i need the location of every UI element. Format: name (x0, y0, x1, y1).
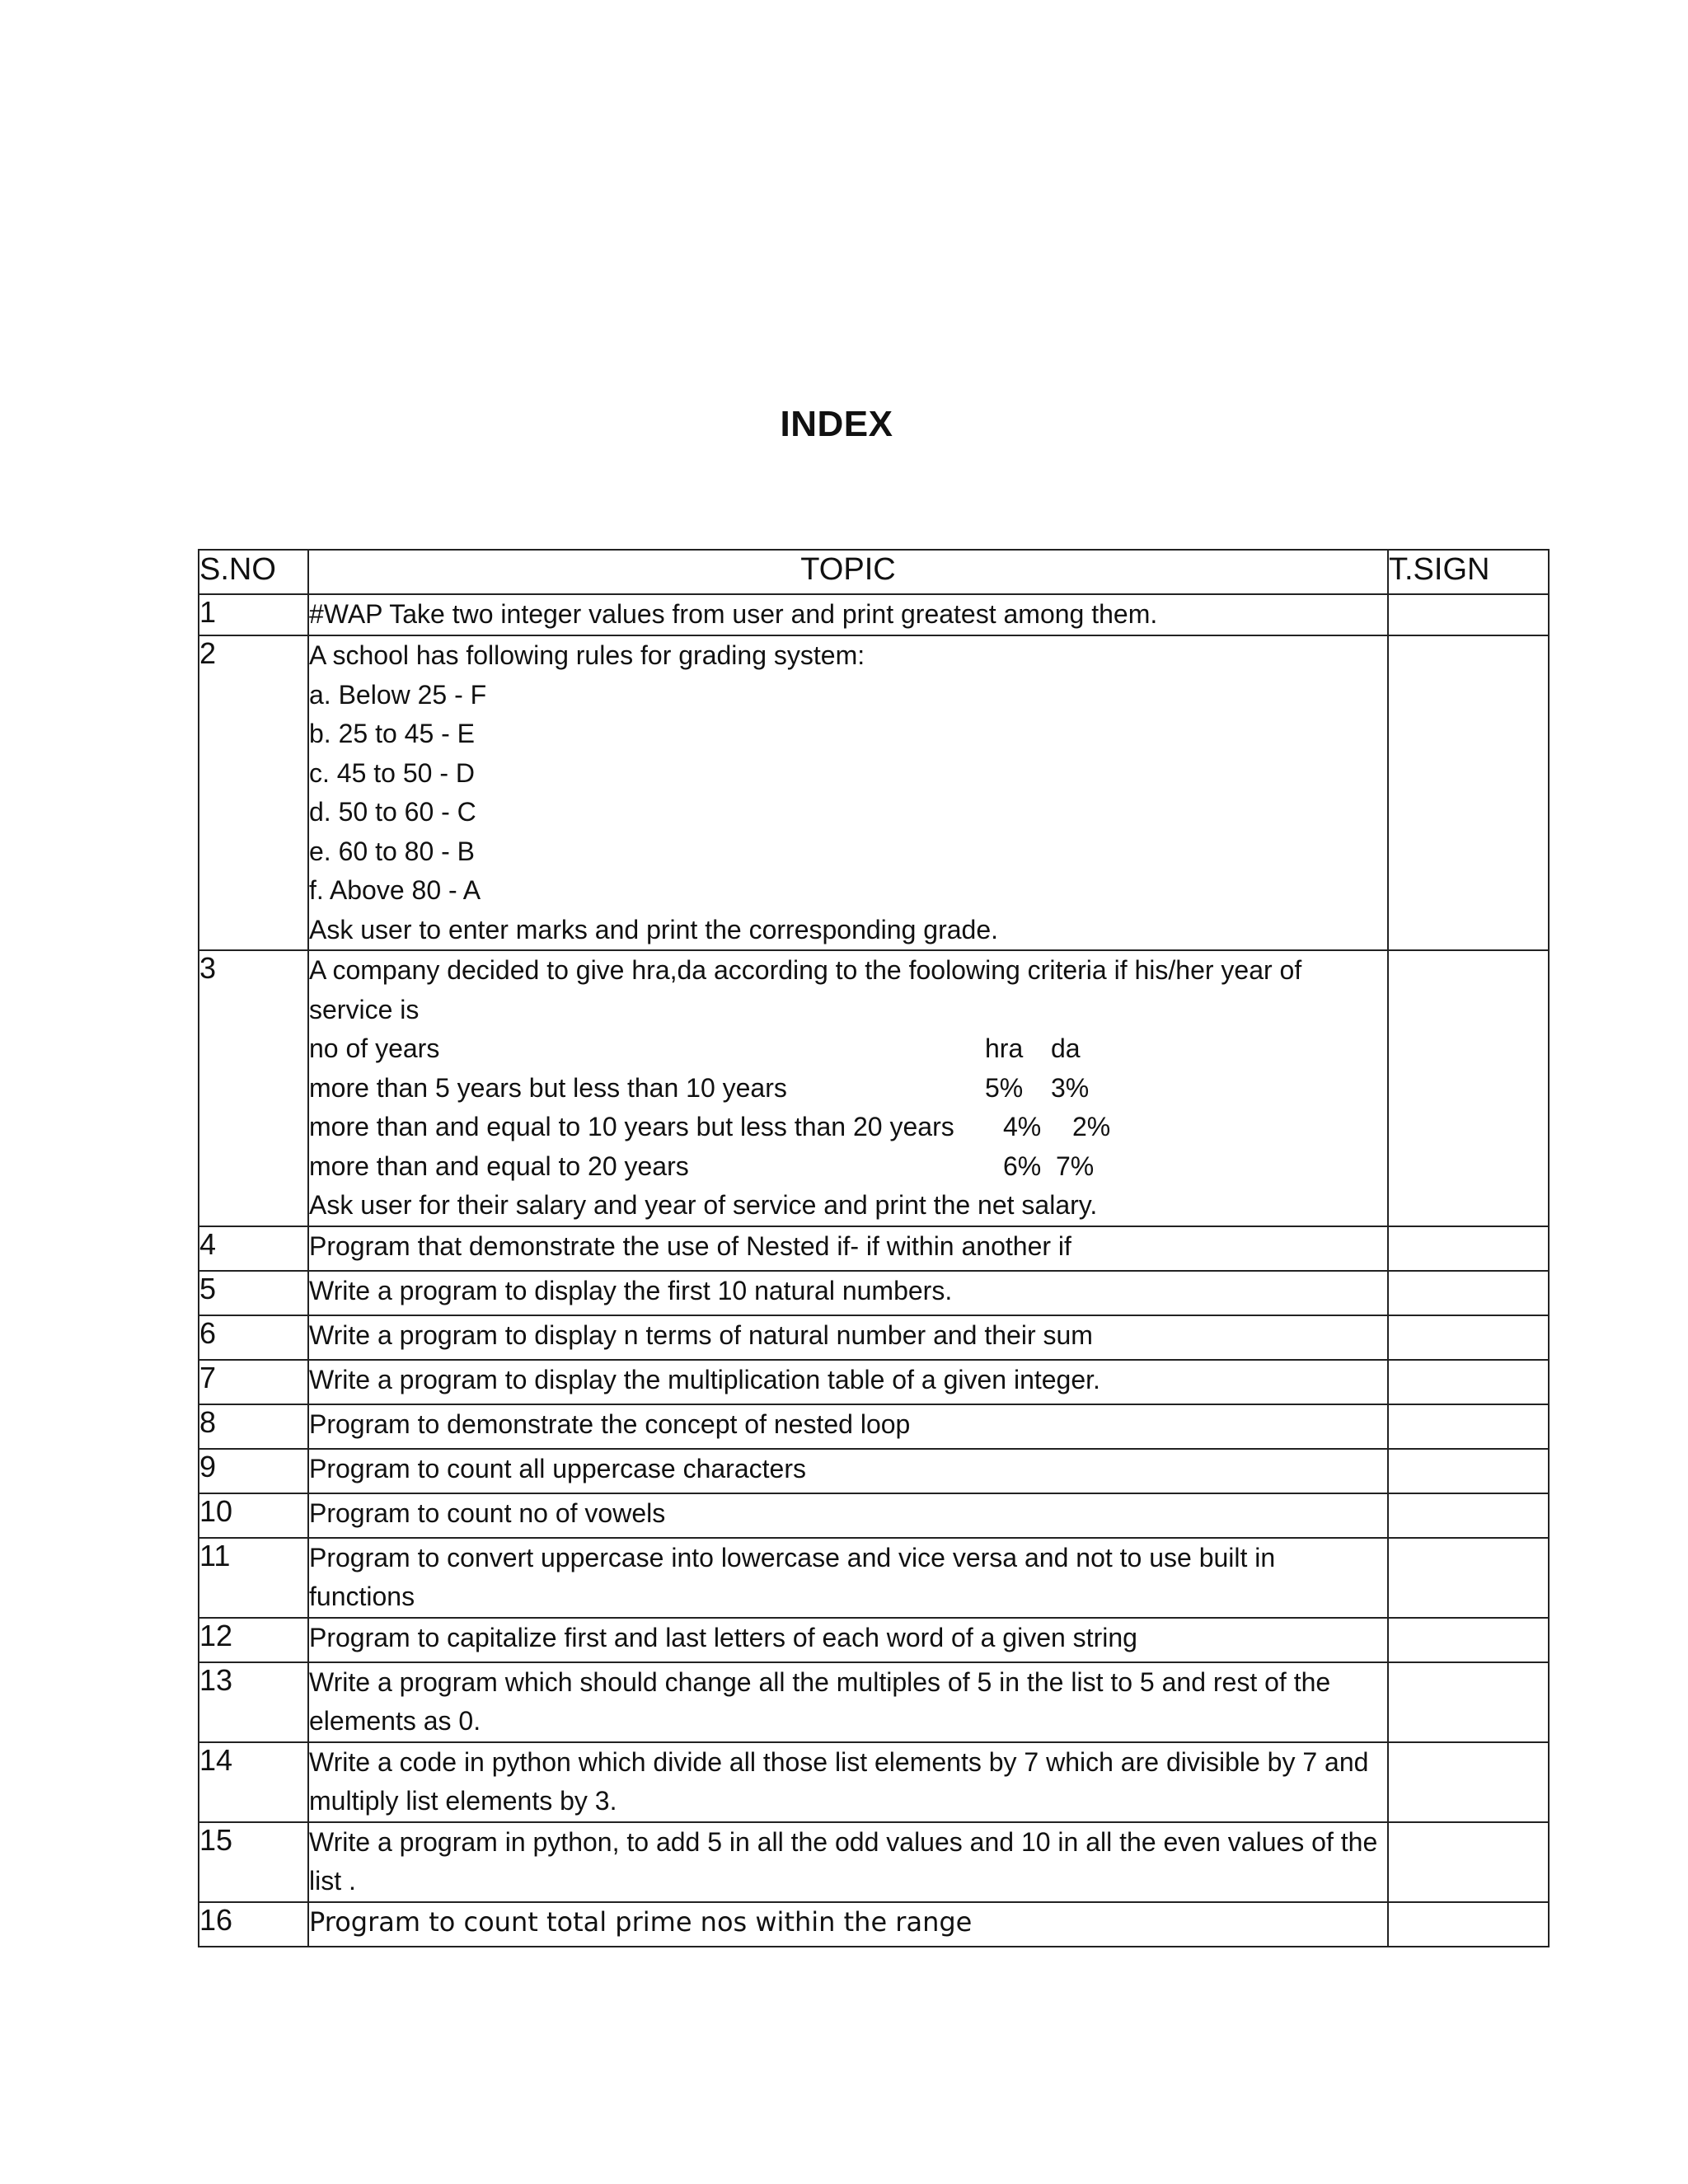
row-topic (308, 1902, 1388, 1947)
topic-line: Program to count no of vowels (309, 1497, 666, 1528)
topic-line: Program to convert uppercase into lowercase and vice versa and not to use built in functions (309, 1542, 1276, 1611)
criteria-label: more than 5 years but less than 10 years (309, 1072, 787, 1103)
table-row (199, 1315, 1549, 1360)
topic-line: Program to count all uppercase characters (309, 1453, 806, 1483)
criteria-da: 7% (1056, 1151, 1095, 1181)
topic-outro: Ask user for their salary and year of service and print the net salary. (309, 1190, 1098, 1220)
row-sign-cell (1388, 1449, 1549, 1493)
row-sign-cell (1388, 1271, 1549, 1315)
criteria-row (309, 1147, 1387, 1187)
header-row (199, 550, 1549, 594)
topic-line: d. 50 to 60 - C (309, 797, 476, 827)
criteria-hra: 6% (1003, 1151, 1042, 1181)
row-sno: 3 (199, 950, 308, 1226)
table-row (199, 1404, 1549, 1449)
row-sno: 11 (199, 1538, 308, 1618)
row-sign-cell (1388, 1902, 1549, 1947)
row-sign-cell (1388, 1404, 1549, 1449)
row-sign-cell (1388, 950, 1549, 1226)
row-topic (308, 1315, 1388, 1360)
table-row (199, 1493, 1549, 1538)
row-sno: 6 (199, 1315, 308, 1360)
topic-intro: A company decided to give hra,da according to the foolowing criteria if his/her year of service is (309, 955, 1302, 1024)
table-row (199, 1902, 1549, 1947)
table-row (199, 1662, 1549, 1742)
row-sno: 2 (199, 635, 308, 950)
criteria-hra: hra (985, 1033, 1024, 1063)
table-row (199, 1618, 1549, 1662)
row-topic (308, 1449, 1388, 1493)
header-sign: T.SIGN (1388, 550, 1549, 594)
topic-line: Program that demonstrate the use of Nested if- if within another if (309, 1230, 1071, 1261)
row-topic (308, 1822, 1388, 1902)
row-topic (308, 1271, 1388, 1315)
criteria-row (309, 1029, 1387, 1069)
row-sno: 16 (199, 1902, 308, 1947)
row-sno: 5 (199, 1271, 308, 1315)
criteria-row (309, 1069, 1387, 1108)
criteria-da: 2% (1072, 1112, 1111, 1141)
row-sno: 9 (199, 1449, 308, 1493)
topic-line: b. 25 to 45 - E (309, 719, 476, 748)
row-sign-cell (1388, 1662, 1549, 1742)
topic-line: c. 45 to 50 - D (309, 757, 475, 788)
topic-line: Write a program to display the first 10 natural numbers. (309, 1275, 953, 1305)
row-topic (308, 1538, 1388, 1618)
topic-line: Write a program to display n terms of natural number and their sum (309, 1319, 1093, 1350)
row-topic (308, 1404, 1388, 1449)
topic-line: Program to capitalize first and last letters of each word of a given string (309, 1622, 1137, 1652)
table-row (199, 1538, 1549, 1618)
header-sno: S.NO (199, 550, 308, 594)
table-row (199, 594, 1549, 635)
topic-line: f. Above 80 - A (309, 875, 481, 905)
table-row (199, 1742, 1549, 1822)
row-topic (308, 1618, 1388, 1662)
row-sign-cell (1388, 1493, 1549, 1538)
table-row (199, 1226, 1549, 1271)
row-sign-cell (1388, 1360, 1549, 1404)
topic-line: Write a program to display the multiplication table of a given integer. (309, 1364, 1100, 1394)
criteria-row (309, 1108, 1387, 1147)
index-table (198, 549, 1550, 1947)
topic-line: Program to count total prime nos within the range (309, 1905, 973, 1938)
topic-line: e. 60 to 80 - B (309, 836, 476, 866)
row-sign-cell (1388, 635, 1549, 950)
row-topic (308, 594, 1388, 635)
row-topic (308, 635, 1388, 950)
row-sno: 4 (199, 1226, 308, 1271)
row-topic (308, 950, 1388, 1226)
topic-line: a. Below 25 - F (309, 679, 487, 710)
criteria-da: da (1051, 1033, 1081, 1063)
table-row (199, 635, 1549, 950)
row-topic (308, 1360, 1388, 1404)
topic-line: Ask user to enter marks and print the corresponding grade. (309, 914, 998, 944)
row-sno: 12 (199, 1618, 308, 1662)
criteria-hra: 5% (985, 1072, 1024, 1103)
row-sign-cell (1388, 1538, 1549, 1618)
row-topic (308, 1226, 1388, 1271)
row-topic (308, 1742, 1388, 1822)
row-topic (308, 1662, 1388, 1742)
row-topic (308, 1493, 1388, 1538)
row-sno: 10 (199, 1493, 308, 1538)
topic-line: Program to demonstrate the concept of nested loop (309, 1408, 911, 1439)
header-topic: TOPIC (308, 550, 1388, 594)
row-sno: 8 (199, 1404, 308, 1449)
topic-line: Write a program in python, to add 5 in all the odd values and 10 in all the even values of the list . (309, 1826, 1378, 1896)
table-row (199, 1449, 1549, 1493)
row-sign-cell (1388, 1315, 1549, 1360)
table-row (199, 1822, 1549, 1902)
topic-line: Write a code in python which divide all those list elements by 7 which are divisible by 7 and multiply list elements by 3. (309, 1746, 1369, 1816)
row-sno: 13 (199, 1662, 308, 1742)
criteria-label: more than and equal to 10 years but less than 20 years (309, 1112, 954, 1141)
criteria-label: more than and equal to 20 years (309, 1151, 689, 1181)
row-sign-cell (1388, 594, 1549, 635)
table-row (199, 950, 1549, 1226)
row-sno: 15 (199, 1822, 308, 1902)
table-row (199, 1360, 1549, 1404)
topic-line: Write a program which should change all the multiples of 5 in the list to 5 and rest of the elements as 0. (309, 1666, 1331, 1736)
criteria-da: 3% (1051, 1072, 1090, 1103)
row-sno: 7 (199, 1360, 308, 1404)
row-sign-cell (1388, 1226, 1549, 1271)
topic-line: #WAP Take two integer values from user and print greatest among them. (309, 599, 1158, 629)
row-sign-cell (1388, 1822, 1549, 1902)
row-sno: 14 (199, 1742, 308, 1822)
topic-line: A school has following rules for grading system: (309, 640, 865, 670)
row-sign-cell (1388, 1742, 1549, 1822)
page-title: INDEX (780, 404, 893, 444)
criteria-hra: 4% (1003, 1112, 1042, 1141)
table-row (199, 1271, 1549, 1315)
row-sno: 1 (199, 594, 308, 635)
criteria-label: no of years (309, 1033, 440, 1063)
row-sign-cell (1388, 1618, 1549, 1662)
